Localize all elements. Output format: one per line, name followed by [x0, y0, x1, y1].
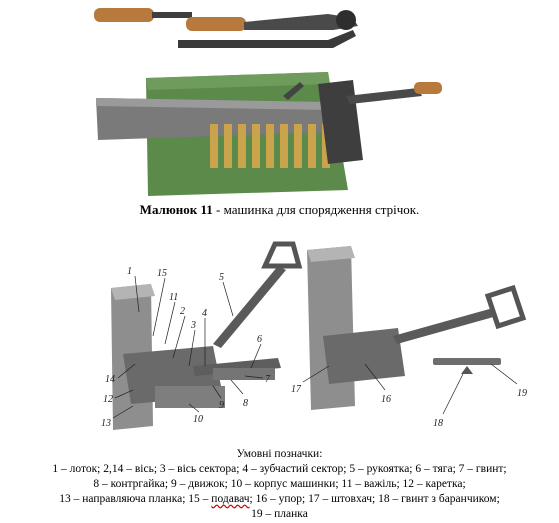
- part-label-14: 14: [105, 374, 115, 385]
- legend-line-3-end: ; 16 – упор; 17 – штовхач; 18 – гвинт з баранчиком;: [249, 493, 500, 505]
- figure-caption: [0, 202, 559, 218]
- part-label-9: 9: [219, 400, 224, 411]
- caption-label: Малюнок 11: [139, 202, 213, 217]
- part-label-8: 8: [243, 398, 248, 409]
- part-label-18: 18: [433, 418, 443, 429]
- part-label-7: 7: [265, 374, 270, 385]
- legend-line-3-start: 13 – направляюча планка; 15 –: [59, 493, 212, 505]
- part-label-1: 1: [127, 266, 132, 277]
- part-label-19: 19: [517, 388, 527, 399]
- part-label-2: 2: [180, 306, 185, 317]
- handle-tool: [94, 8, 358, 48]
- legend-line-2: 8 – контргайка; 9 – движок; 10 – корпус машинки; 11 – важіль; 12 – каретка;: [93, 478, 466, 490]
- part-label-13: 13: [101, 418, 111, 429]
- part-label-12: 12: [103, 394, 113, 405]
- part-label-5: 5: [219, 272, 224, 283]
- caption-text: - машинка для спорядження стрічок.: [212, 202, 420, 217]
- part-label-6: 6: [257, 334, 262, 345]
- part-label-3: 3: [191, 320, 196, 331]
- part-label-16: 16: [381, 394, 391, 405]
- cartridges: [210, 124, 330, 168]
- part-label-17: 17: [291, 384, 301, 395]
- legend-line-3: [0, 492, 559, 507]
- numbered-parts-drawing: [93, 226, 533, 438]
- legend-title: Умовні позначки:: [236, 448, 323, 460]
- loading-machine-photo: [78, 0, 478, 200]
- right-assembly: [307, 246, 523, 410]
- legend-line-1: 1 – лоток; 2,14 – вісь; 3 – вісь сектора; 4 – зубчастий сектор; 5 – рукоятка; 6 – тяга; 7 – гвинт;: [52, 463, 507, 475]
- part-label-10: 10: [193, 414, 203, 425]
- part-label-15: 15: [157, 268, 167, 279]
- legend-misspelled-word: подавач: [211, 493, 250, 505]
- part-label-11: 11: [169, 292, 179, 303]
- part-label-4: 4: [202, 308, 207, 319]
- legend-line-4: 19 – планка: [251, 508, 308, 520]
- legend: [0, 447, 559, 522]
